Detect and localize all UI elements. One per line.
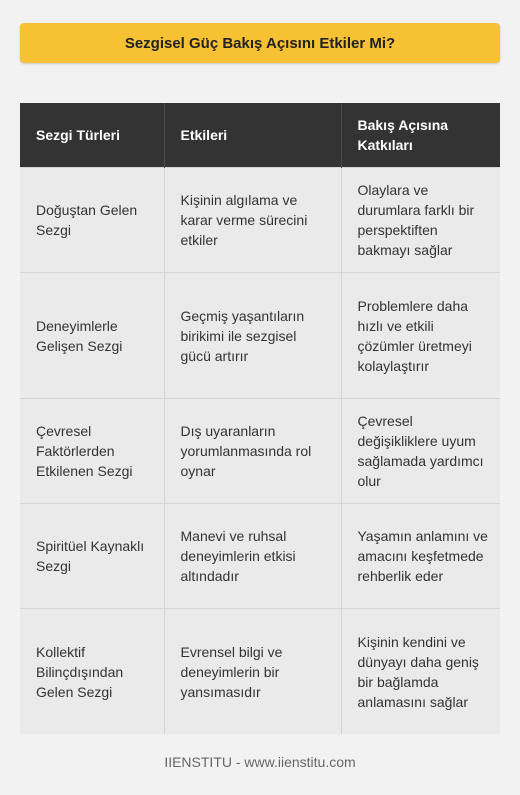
- header-effects: Etkileri: [164, 103, 341, 168]
- footer-credit: IIENSTITU - www.iienstitu.com: [164, 754, 356, 770]
- cell-intuition-type: Kollektif Bilinçdışından Gelen Sezgi: [20, 609, 164, 735]
- table-row: [20, 609, 500, 735]
- table-header-row: [20, 103, 500, 168]
- cell-intuition-type: Doğuştan Gelen Sezgi: [20, 168, 164, 273]
- cell-contribution: Kişinin kendini ve dünyayı daha geniş bir bağlamda anlamasını sağlar: [341, 609, 500, 735]
- cell-effect: Dış uyaranların yorumlanmasında rol oynar: [164, 399, 341, 504]
- table-row: [20, 273, 500, 399]
- cell-contribution: Yaşamın anlamını ve amacını keşfetmede rehberlik eder: [341, 504, 500, 609]
- intuition-table: [20, 103, 500, 734]
- cell-intuition-type: Çevresel Faktörlerden Etkilenen Sezgi: [20, 399, 164, 504]
- title-banner: [20, 23, 500, 63]
- cell-intuition-type: Spiritüel Kaynaklı Sezgi: [20, 504, 164, 609]
- page-title: Sezgisel Güç Bakış Açısını Etkiler Mi?: [124, 34, 396, 52]
- cell-effect: Evrensel bilgi ve deneyimlerin bir yansımasıdır: [164, 609, 341, 735]
- cell-intuition-type: Deneyimlerle Gelişen Sezgi: [20, 273, 164, 399]
- cell-contribution: Problemlere daha hızlı ve etkili çözümler üretmeyi kolaylaştırır: [341, 273, 500, 399]
- header-contributions: Bakış Açısına Katkıları: [341, 103, 500, 168]
- table-row: [20, 504, 500, 609]
- cell-effect: Manevi ve ruhsal deneyimlerin etkisi altındadır: [164, 504, 341, 609]
- cell-effect: Kişinin algılama ve karar verme sürecini etkiler: [164, 168, 341, 273]
- header-intuition-types: Sezgi Türleri: [20, 103, 164, 168]
- cell-effect: Geçmiş yaşantıların birikimi ile sezgisel gücü artırır: [164, 273, 341, 399]
- cell-contribution: Olaylara ve durumlara farklı bir perspektiften bakmayı sağlar: [341, 168, 500, 273]
- table-row: [20, 168, 500, 273]
- table-row: [20, 399, 500, 504]
- cell-contribution: Çevresel değişikliklere uyum sağlamada yardımcı olur: [341, 399, 500, 504]
